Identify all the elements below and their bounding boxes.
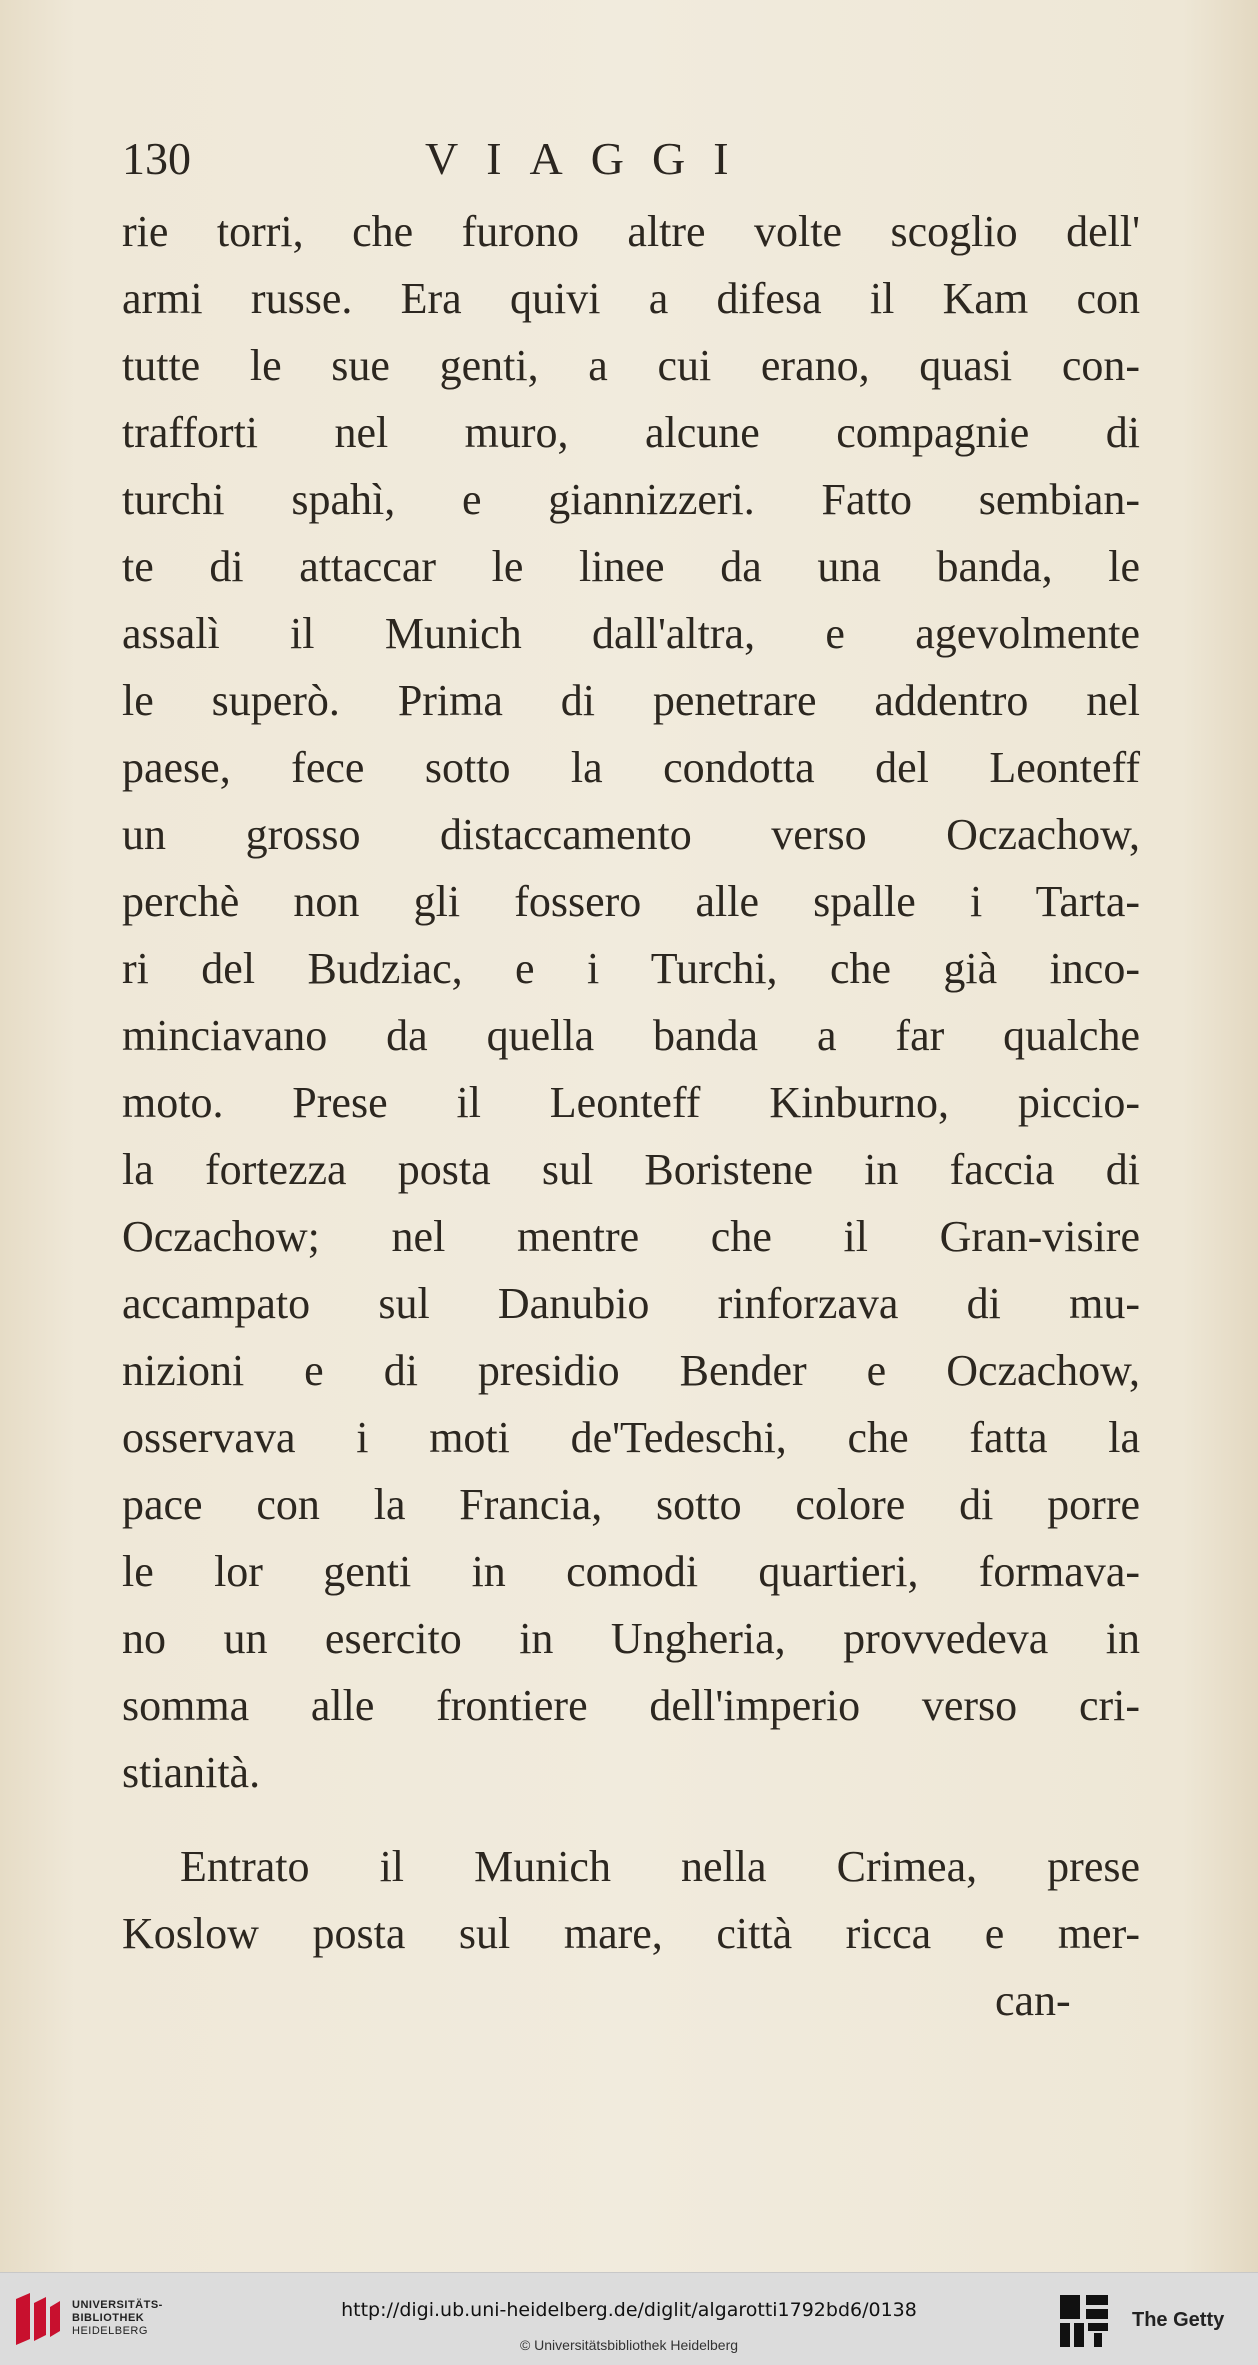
text-line: rie torri, che furono altre volte scoglio dell' — [122, 207, 1140, 256]
text-line: perchè non gli fossero alle spalle i Tarta- — [122, 877, 1140, 926]
text-line: le lor genti in comodi quartieri, formava- — [122, 1547, 1140, 1596]
text-line: moto. Prese il Leonteff Kinburno, piccio- — [122, 1078, 1140, 1127]
catchword: can- — [995, 1976, 1071, 2025]
text-line: pace con la Francia, sotto colore di porre — [122, 1480, 1140, 1529]
text-line: armi russe. Era quivi a difesa il Kam con — [122, 274, 1140, 323]
copyright-notice: © Universitätsbibliothek Heidelberg — [519, 2337, 739, 2353]
getty-logo-icon — [1058, 2293, 1110, 2349]
text-line: la fortezza posta sul Boristene in faccia di — [122, 1145, 1140, 1194]
text-line: nizioni e di presidio Bender e Oczachow, — [122, 1346, 1140, 1395]
library-name-line: HEIDELBERG — [72, 2325, 148, 2337]
text-line: turchi spahì, e giannizzeri. Fatto sembian- — [122, 475, 1140, 524]
text-line: paese, fece sotto la condotta del Leonteff — [122, 743, 1140, 792]
permalink[interactable]: http://digi.ub.uni-heidelberg.de/diglit/algarotti1792bd6/0138 — [341, 2299, 917, 2321]
text-line: stianità. — [122, 1748, 261, 1797]
text-line: assalì il Munich dall'altra, e agevolmente — [122, 609, 1140, 658]
text-line: Entrato il Munich nella Crimea, prese — [180, 1842, 1140, 1891]
text-line: accampato sul Danubio rinforzava di mu- — [122, 1279, 1140, 1328]
text-line: Koslow posta sul mare, città ricca e mer- — [122, 1909, 1140, 1958]
page-number: 130 — [122, 133, 191, 184]
text-line: ri del Budziac, e i Turchi, che già inco- — [122, 944, 1140, 993]
text-line: te di attaccar le linee da una banda, le — [122, 542, 1140, 591]
text-line: le superò. Prima di penetrare addentro nel — [122, 676, 1140, 725]
viewer-footer — [0, 2272, 1258, 2365]
text-line: no un esercito in Ungheria, provvedeva in — [122, 1614, 1140, 1663]
text-line: minciavano da quella banda a far qualche — [122, 1011, 1140, 1060]
running-head — [0, 132, 1258, 192]
text-line: Oczachow; nel mentre che il Gran-visire — [122, 1212, 1140, 1261]
running-title: VIAGGI — [425, 133, 757, 184]
text-line: somma alle frontiere dell'imperio verso cri- — [122, 1681, 1140, 1730]
library-name-line: UNIVERSITÄTS- — [72, 2299, 163, 2311]
partner-name: The Getty — [1132, 2309, 1225, 2331]
text-line: trafforti nel muro, alcune compagnie di — [122, 408, 1140, 457]
library-name-line: BIBLIOTHEK — [72, 2312, 145, 2324]
text-line: tutte le sue genti, a cui erano, quasi con- — [122, 341, 1140, 390]
text-line: osservava i moti de'Tedeschi, che fatta la — [122, 1413, 1140, 1462]
text-line: un grosso distaccamento verso Oczachow, — [122, 810, 1140, 859]
